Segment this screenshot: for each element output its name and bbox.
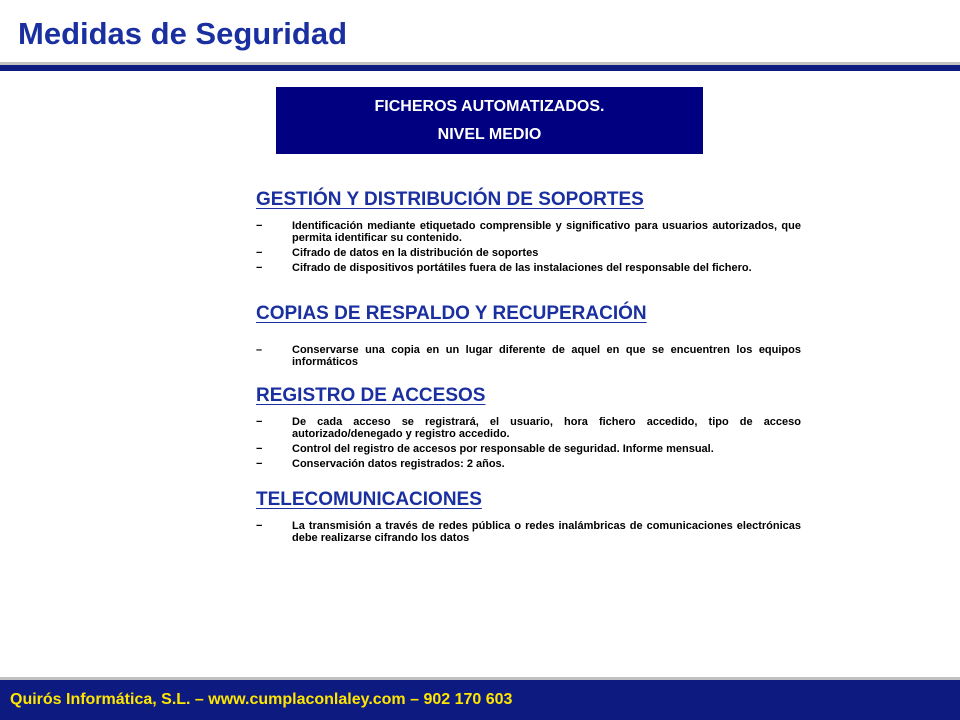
dash-bullet: − [256, 443, 263, 455]
list-item [256, 220, 801, 244]
list-item [256, 344, 801, 368]
section-soportes [256, 186, 801, 274]
slide-title: Medidas de Seguridad [18, 16, 348, 51]
title-divider [0, 65, 960, 71]
list-item [256, 262, 801, 274]
item-text: Cifrado de datos en la distribución de soportes [292, 247, 539, 259]
dash-bullet: − [256, 520, 263, 532]
list-item [256, 443, 801, 455]
section-copias [256, 300, 801, 368]
section-heading: REGISTRO DE ACCESOS [256, 385, 486, 406]
item-list [256, 220, 801, 274]
item-text: La transmisión a través de redes pública o redes inalámbricas de comunicaciones electrónicas debe realizarse cifrando los datos [292, 520, 801, 544]
item-text: Conservarse una copia en un lugar diferente de aquel en que se encuentren los equipos informáticos [292, 344, 801, 368]
security-measures-list [256, 186, 801, 547]
item-text: Identificación mediante etiquetado comprensible y significativo para usuarios autorizados, que permita identificar su contenido. [292, 220, 801, 244]
dash-bullet: − [256, 247, 263, 259]
item-list [256, 416, 801, 470]
footer-contact: Quirós Informática, S.L. – www.cumplaconlaley.com – 902 170 603 [10, 691, 513, 708]
item-list [256, 520, 801, 544]
list-item [256, 458, 801, 470]
dash-bullet: − [256, 416, 263, 428]
item-list [256, 344, 801, 368]
section-heading: TELECOMUNICACIONES [256, 489, 482, 510]
item-text: De cada acceso se registrará, el usuario, hora fichero accedido, tipo de acceso autorizado/denegado y registro accedido. [292, 416, 801, 440]
banner-line-2: NIVEL MEDIO [437, 125, 542, 143]
list-item [256, 247, 801, 259]
list-item [256, 520, 801, 544]
item-text: Cifrado de dispositivos portátiles fuera de las instalaciones del responsable del fichero. [292, 262, 752, 274]
banner-line-1: FICHEROS AUTOMATIZADOS. [374, 97, 605, 115]
section-heading: GESTIÓN Y DISTRIBUCIÓN DE SOPORTES [256, 189, 644, 210]
section-heading: COPIAS DE RESPALDO Y RECUPERACIÓN [256, 303, 647, 324]
dash-bullet: – [256, 344, 263, 356]
level-banner [276, 87, 703, 154]
footer-bar [0, 677, 960, 720]
dash-bullet: − [256, 262, 263, 274]
section-telecomunicaciones [256, 486, 801, 544]
item-text: Conservación datos registrados: 2 años. [292, 458, 505, 470]
list-item [256, 416, 801, 440]
section-registro [256, 382, 801, 470]
item-text: Control del registro de accesos por responsable de seguridad. Informe mensual. [292, 443, 714, 455]
dash-bullet: − [256, 220, 263, 232]
dash-bullet: − [256, 458, 263, 470]
